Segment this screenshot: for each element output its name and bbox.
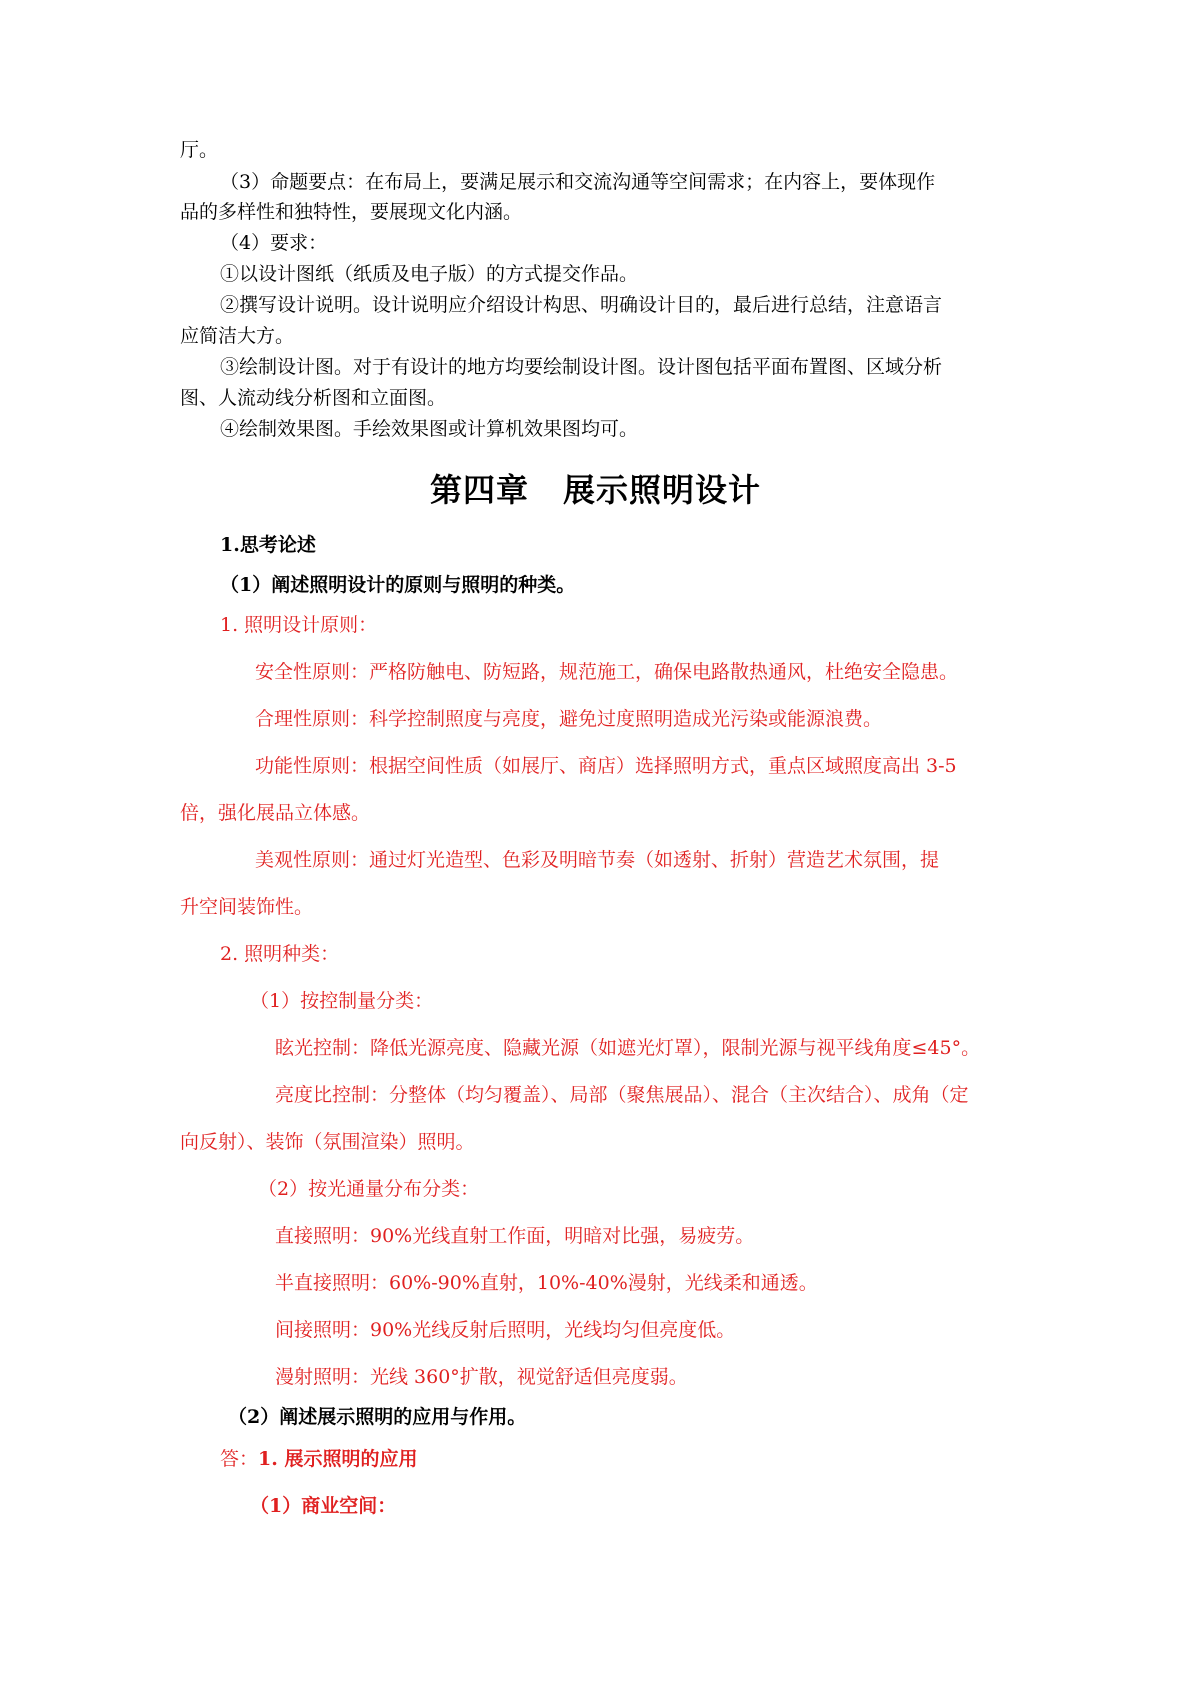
chapter-number: 第四章 bbox=[429, 471, 529, 509]
requirement-2-cont: 应简洁大方。 bbox=[180, 325, 295, 347]
indirect-lighting: 间接照明：90%光线反射后照明，光线均匀但亮度低。 bbox=[275, 1319, 736, 1341]
chapter-title bbox=[0, 470, 1191, 510]
principle-function-cont: 倍，强化展品立体感。 bbox=[180, 802, 371, 824]
diffuse-lighting: 漫射照明：光线 360°扩散，视觉舒适但亮度弱。 bbox=[275, 1366, 688, 1388]
question-1: （1）阐述照明设计的原则与照明的种类。 bbox=[220, 574, 576, 596]
principle-aesthetic: 美观性原则：通过灯光造型、色彩及明暗节奏（如透射、折射）营造艺术氛围，提 bbox=[255, 849, 940, 871]
section-heading: 1.思考论述 bbox=[220, 534, 316, 556]
requirement-3: ③绘制设计图。对于有设计的地方均要绘制设计图。设计图包括平面布置图、区域分析 bbox=[220, 356, 943, 378]
principle-rational: 合理性原则：科学控制照度与亮度，避免过度照明造成光污染或能源浪费。 bbox=[255, 708, 883, 730]
principle-function: 功能性原则：根据空间性质（如展厅、商店）选择照明方式，重点区域照度高出 3-5 bbox=[255, 755, 957, 777]
brightness-ratio-control-cont: 向反射）、装饰（氛围渲染）照明。 bbox=[180, 1131, 475, 1153]
intro-line: 厅。 bbox=[180, 139, 219, 161]
answer-prefix: 答： bbox=[220, 1448, 259, 1470]
semi-direct-lighting: 半直接照明：60%-90%直射，10%-40%漫射，光线柔和通透。 bbox=[275, 1272, 818, 1294]
answer-1-heading: 1. 照明设计原则： bbox=[220, 614, 378, 636]
glare-control: 眩光控制：降低光源亮度、隐藏光源（如遮光灯罩），限制光源与视平线角度≤45°。 bbox=[275, 1037, 981, 1059]
question-2: （2）阐述展示照明的应用与作用。 bbox=[228, 1406, 527, 1428]
brightness-ratio-control: 亮度比控制：分整体（均匀覆盖）、局部（聚焦展品）、混合（主次结合）、成角（定 bbox=[275, 1084, 969, 1106]
chapter-name: 展示照明设计 bbox=[563, 471, 762, 509]
requirement-3-cont: 图、人流动线分析图和立面图。 bbox=[180, 387, 447, 409]
category-flux: （2）按光通量分布分类： bbox=[258, 1178, 480, 1200]
requirement-2: ②撰写设计说明。设计说明应介绍设计构思、明确设计目的，最后进行总结，注意语言 bbox=[220, 294, 943, 316]
intro-point-3-cont: 品的多样性和独特性，要展现文化内涵。 bbox=[180, 201, 523, 223]
application-heading: 1. 展示照明的应用 bbox=[258, 1448, 418, 1470]
category-control: （1）按控制量分类： bbox=[250, 990, 434, 1012]
requirement-4: ④绘制效果图。手绘效果图或计算机效果图均可。 bbox=[220, 418, 639, 440]
requirement-1: ①以设计图纸（纸质及电子版）的方式提交作品。 bbox=[220, 263, 639, 285]
principle-aesthetic-cont: 升空间装饰性。 bbox=[180, 896, 314, 918]
intro-point-4: （4）要求： bbox=[220, 232, 328, 254]
direct-lighting: 直接照明：90%光线直射工作面，明暗对比强，易疲劳。 bbox=[275, 1225, 755, 1247]
commercial-space-heading: （1）商业空间： bbox=[250, 1495, 397, 1517]
lighting-types-heading: 2. 照明种类： bbox=[220, 943, 340, 965]
principle-safety: 安全性原则：严格防触电、防短路，规范施工，确保电路散热通风，杜绝安全隐患。 bbox=[255, 661, 959, 683]
intro-point-3: （3）命题要点：在布局上，要满足展示和交流沟通等空间需求；在内容上，要体现作 bbox=[220, 171, 936, 193]
answer-2-heading bbox=[220, 1447, 417, 1471]
